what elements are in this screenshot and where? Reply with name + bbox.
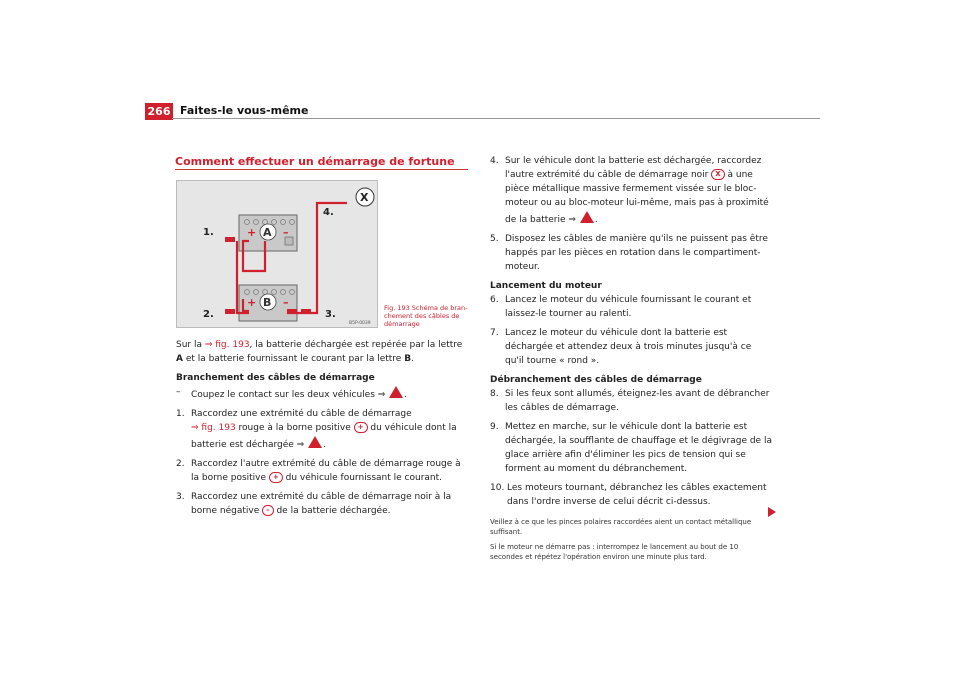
list-item-7: 7. Lancez le moteur du véhicule dont la batterie est déchargée et attendez deux à trois minutes jusqu'à ce qu'il tourne « rond ». [490, 328, 752, 366]
heading-disconnect: Débranchement des câbles de démarrage [490, 375, 702, 385]
warning-icon[interactable] [308, 436, 322, 448]
list-item-1: 1. Raccordez une extrémité du câble de démarrage ⇒ fig. 193 rouge à la borne positive + du véhicule dont la batterie est déchargée ⇒ . [176, 409, 457, 450]
list-item-4: 4. Sur le véhicule dont la batterie est déchargée, raccordez l'autre extrémité du câble de démarrage noir X à une pièce métallique massive fermement vissée sur le bloc-moteur ou au bloc-moteur lui-même, mais pas à proximité de la batterie ⇒ . [490, 156, 769, 225]
fig-link[interactable]: ⇒ fig. 193 [191, 423, 236, 433]
svg-text:–: – [283, 226, 289, 239]
header-rule [172, 118, 820, 119]
svg-text:+: + [247, 226, 257, 239]
step-label-1: 1. [203, 227, 214, 238]
plus-terminal-icon: + [354, 422, 368, 433]
next-page-arrow-icon[interactable] [768, 507, 776, 517]
warning-icon[interactable] [389, 386, 403, 398]
list-item-dash: – Coupez le contact sur les deux véhicules ⇒ . [176, 387, 408, 400]
battery-b-label: B [263, 296, 272, 309]
list-item-5: 5. Disposez les câbles de manière qu'ils ne puissent pas être happés par les pièces en rotation dans le compartiment-moteur. [490, 234, 768, 272]
ground-x-icon: X [711, 169, 724, 180]
right-column [490, 154, 772, 562]
ground-marker-x: X [360, 191, 369, 204]
plus-terminal-icon: + [269, 472, 283, 483]
minus-terminal-icon: – [262, 505, 274, 516]
list-item-9: 9. Mettez en marche, sur le véhicule dont la batterie est déchargée, la soufflante de chauffage et le dégivrage de la glace arrière afin d'éliminer les pics de tension qui se forment au moment du débranchement. [490, 422, 772, 474]
battery-a-label: A [263, 226, 272, 239]
step-label-4: 4. [323, 207, 334, 218]
battery-b [239, 285, 297, 321]
svg-text:–: – [283, 296, 289, 309]
list-item-10: 10. Les moteurs tournant, débranchez les câbles exactement dans l'ordre inverse de celui décrit ci-dessus. [490, 483, 767, 507]
step-label-2: 2. [203, 309, 214, 320]
list-item-8: 8. Si les feux sont allumés, éteignez-les avant de débrancher les câbles de démarrage. [490, 389, 770, 413]
battery-a [239, 215, 297, 251]
section-title: Comment effectuer un démarrage de fortune [175, 155, 455, 168]
jump-start-diagram-svg [177, 181, 377, 327]
step-label-3: 3. [325, 309, 336, 320]
fig-link[interactable]: ⇒ fig. 193 [204, 340, 250, 350]
intro-paragraph: Sur la ⇒ fig. 193, la batterie déchargée est repérée par la lettre A et la batterie fournissant le courant par la lettre B. [176, 340, 463, 364]
list-item-3: 3. Raccordez une extrémité du câble de démarrage noir à la borne négative – de la batterie déchargée. [176, 492, 452, 516]
list-item-6: 6. Lancez le moteur du véhicule fournissant le courant et laissez-le tourner au ralenti. [490, 295, 752, 319]
section-title-rule [175, 169, 468, 170]
jump-start-diagram [176, 180, 378, 328]
note-contact: Veillez à ce que les pinces polaires raccordées aient un contact métallique suffisant. [490, 518, 752, 536]
svg-text:+: + [247, 296, 257, 309]
running-header-title: Faites-le vous-même [180, 104, 309, 117]
page-number: 266 [145, 103, 173, 120]
heading-connection: Branchement des câbles de démarrage [176, 373, 375, 383]
note-retry: Si le moteur ne démarre pas : interrompez le lancement au bout de 10 secondes et répétez l'opération environ une minute plus tard. [490, 543, 739, 561]
heading-launch: Lancement du moteur [490, 281, 602, 291]
figure-ref-code: B5P-0039 [349, 321, 371, 326]
figure-caption: Fig. 193 Schéma de bran-chement des câbles de démarrage [384, 304, 468, 328]
left-column [176, 338, 468, 518]
list-item-2: 2. Raccordez l'autre extrémité du câble de démarrage rouge à la borne positive + du véhicule fournissant le courant. [176, 459, 461, 483]
warning-icon[interactable] [580, 211, 594, 223]
